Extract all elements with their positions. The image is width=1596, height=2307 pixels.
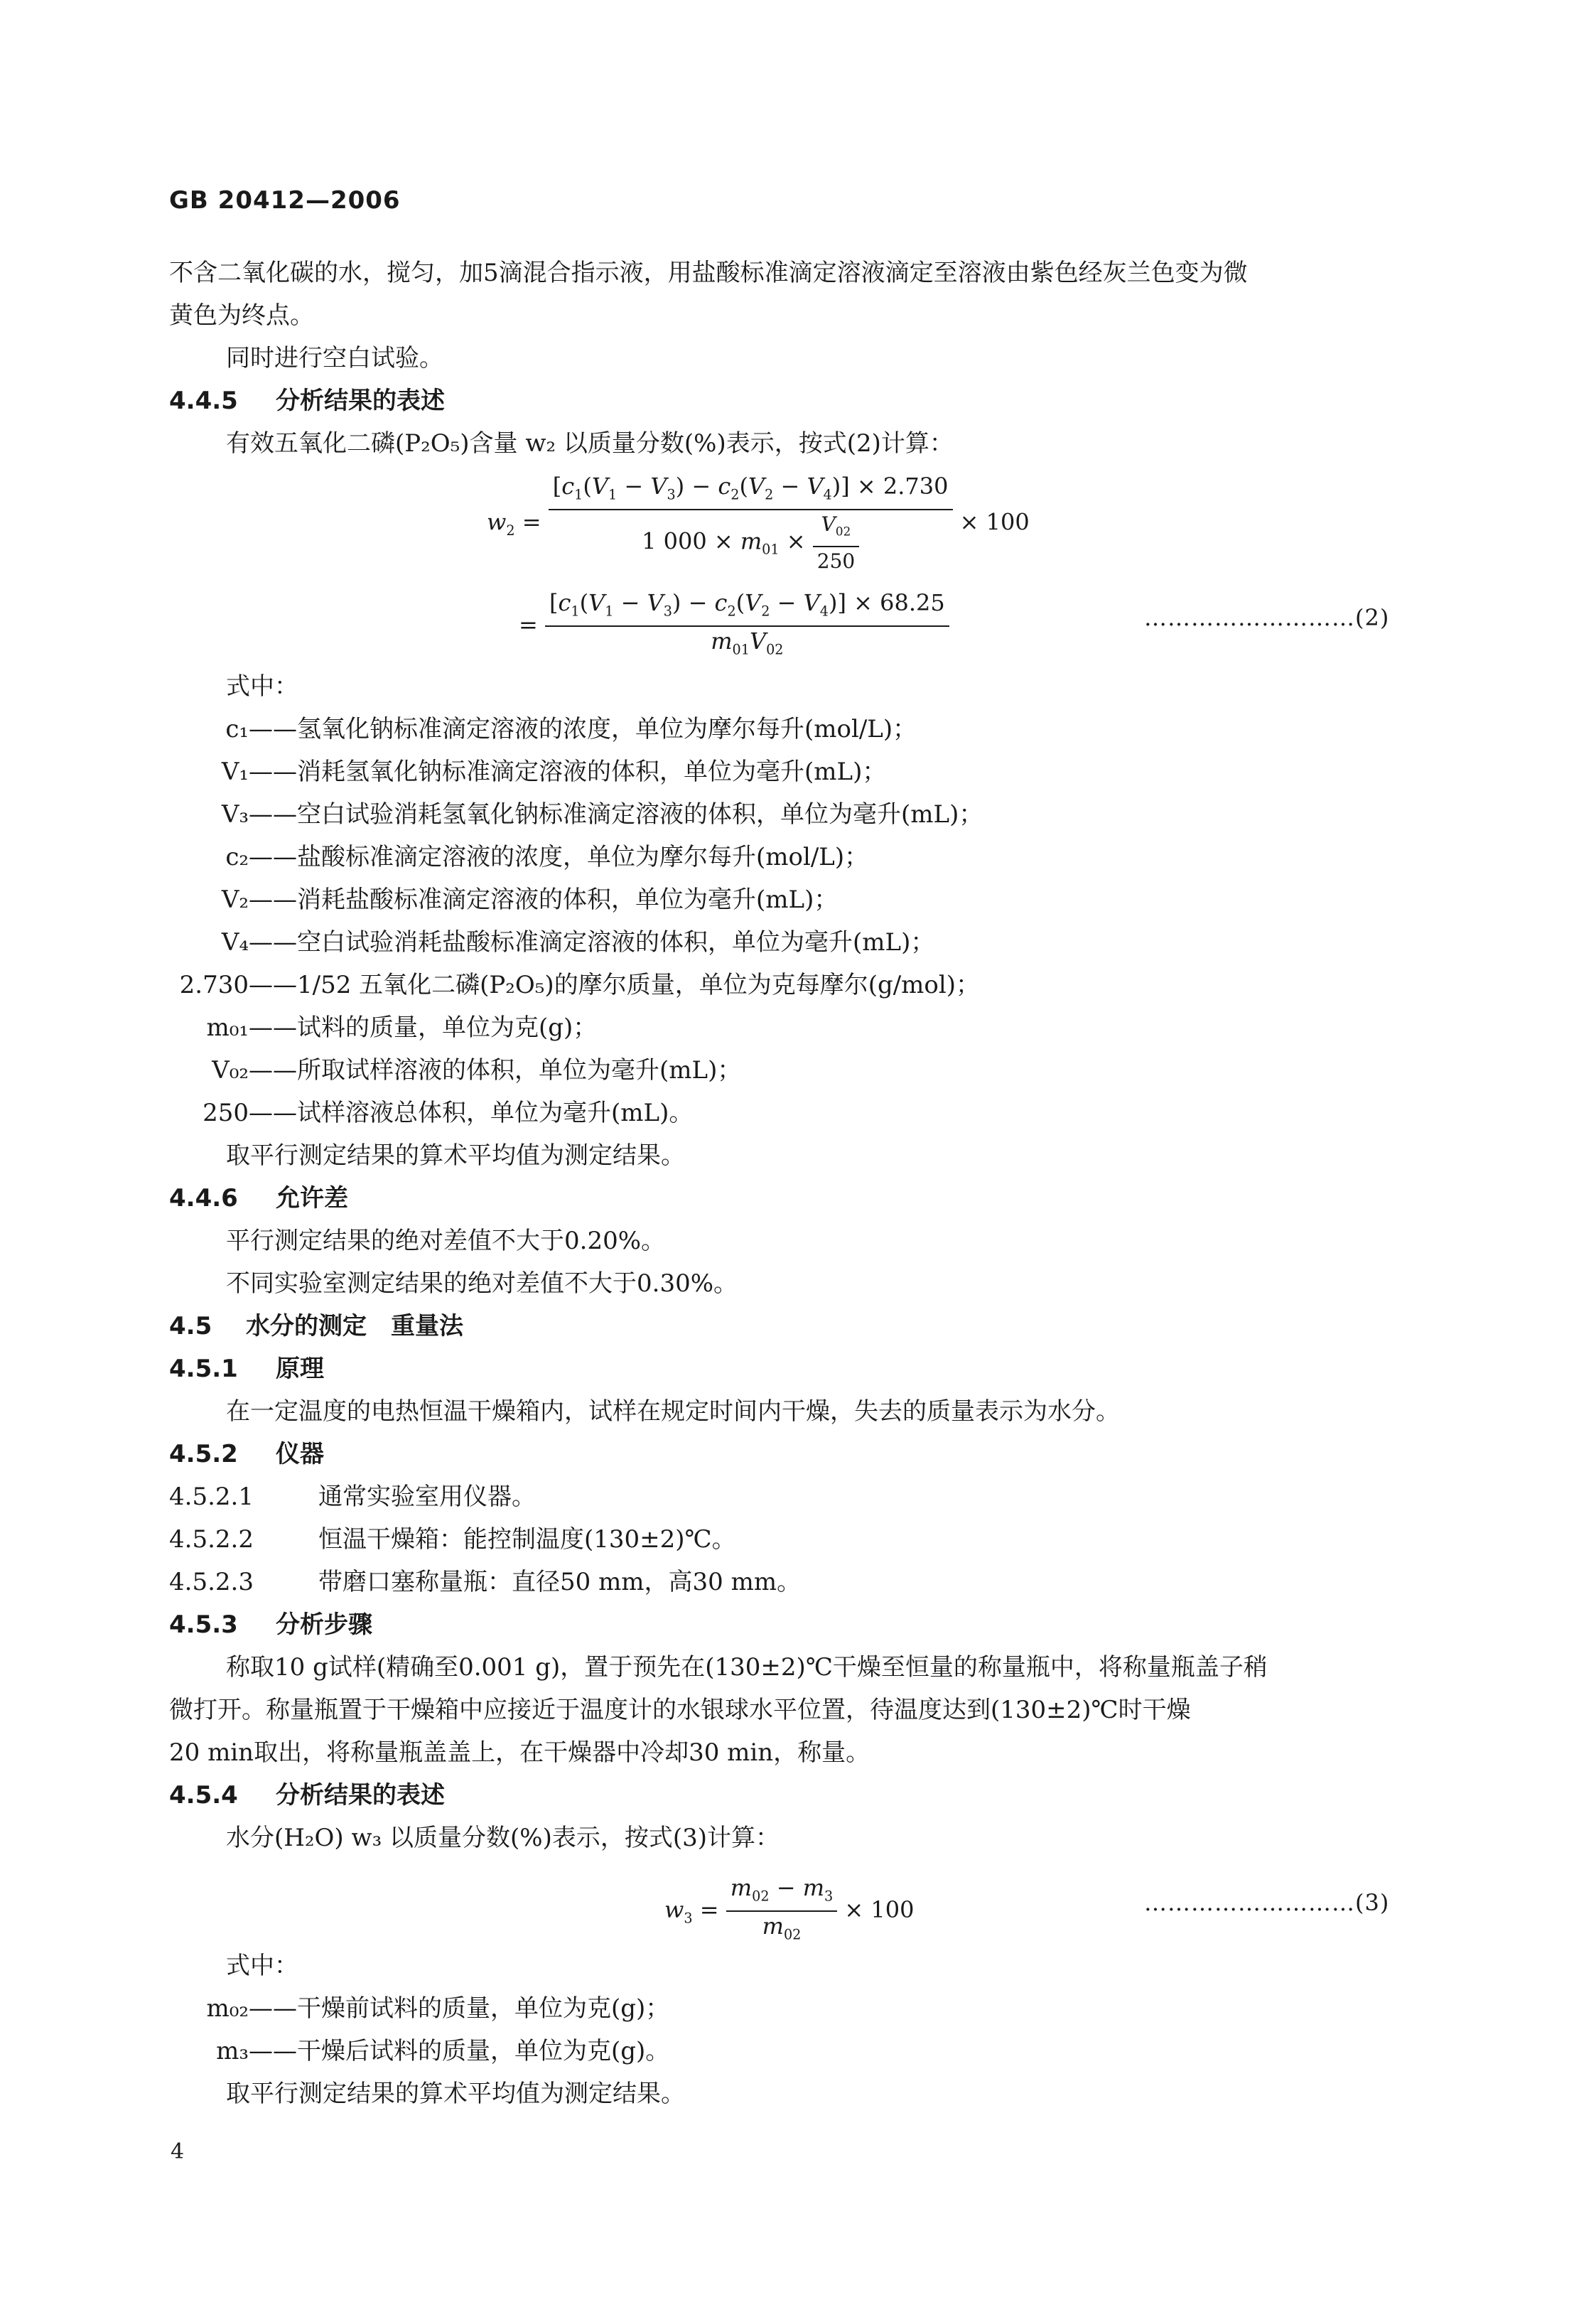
section-number: 4.5.4 — [169, 1781, 238, 1809]
definition-text: ——空白试验消耗盐酸标准滴定溶液的体积，单位为毫升(mL)； — [249, 928, 935, 957]
section-number: 4.4.6 — [169, 1184, 238, 1212]
section-title: 分析步骤 — [276, 1610, 372, 1639]
formula-2-line-2: = $\frac{[c_1(V_1 - V_3) - c_2(V_2 - V_4)] \times 68.25}{m_{01}V_{02}}$ — [519, 588, 949, 665]
clause-number: 4.5.2.2 — [169, 1525, 254, 1554]
definition-row — [169, 1012, 597, 1043]
definition-row — [169, 841, 868, 873]
section-heading-4-4-5 — [169, 385, 445, 416]
definition-text: ——试料的质量，单位为克(g)； — [249, 1013, 598, 1042]
fraction: $[c_1(V_1 - V_3) - c_2(V_2 - V_4)] \times 2.730$ 1 $000 \times m_{01}$ × $\frac{V_{02}}{250}$ — [549, 472, 953, 576]
section-heading-4-5-3 — [169, 1609, 372, 1640]
paragraph-line: 同时进行空白试验。 — [226, 344, 443, 372]
paragraph-line: 有效五氧化二磷(P₂O₅)含量 w₂ 以质量分数(%)表示，按式(2)计算： — [226, 429, 954, 458]
definition-text: ——干燥后试料的质量，单位为克(g)。 — [249, 2037, 670, 2065]
paragraph-line: 20 min取出，将称量瓶盖盖上，在干燥器中冷却30 min，称量。 — [169, 1738, 870, 1767]
paragraph-line: 不同实验室测定结果的绝对差值不大于0.30%。 — [226, 1269, 738, 1298]
paragraph-line: 黄色为终点。 — [169, 301, 314, 330]
clause-text: 恒温干燥箱：能控制温度(130±2)℃。 — [318, 1525, 736, 1554]
definition-text: ——1/52 五氧化二磷(P₂O₅)的摩尔质量，单位为克每摩尔(g/mol)； — [249, 971, 981, 999]
definition-text: ——试样溶液总体积，单位为毫升(mL)。 — [249, 1099, 694, 1127]
formula-2-line-1: $w_2$ = $[c_1(V_1 - V_3) - c_2(V_2 - V_4)] \times 2.730$ 1 $000 \times m_{01}$ × $\frac{V_{02}}{250}$ × 100 — [487, 472, 1030, 576]
fraction: $\frac{m_{02} - m_3}{m_{02}}$ — [726, 1873, 837, 1950]
paragraph-line: 微打开。称量瓶置于干燥箱中应接近于温度计的水银球水平位置，待温度达到(130±2)℃时干燥 — [169, 1696, 1191, 1724]
definition-symbol: m₃ — [216, 2037, 249, 2065]
paragraph-line: 称取10 g试样(精确至0.001 g)，置于预先在(130±2)℃干燥至恒量的称量瓶中，将称量瓶盖子稍 — [226, 1653, 1268, 1682]
paragraph-line: 不含二氧化碳的水，搅匀，加5滴混合指示液，用盐酸标准滴定溶液滴定至溶液由紫色经灰兰色变为微 — [169, 259, 1248, 287]
definition-text: ——干燥前试料的质量，单位为克(g)； — [249, 1994, 670, 2023]
definition-text: ——盐酸标准滴定溶液的浓度，单位为摩尔每升(mol/L)； — [249, 843, 869, 871]
definition-symbol: 2.730 — [179, 971, 249, 999]
clause-text: 通常实验室用仪器。 — [318, 1483, 536, 1511]
clause-number: 4.5.2.1 — [169, 1483, 254, 1511]
formula-3: $w_3$ = $\frac{m_{02} - m_3}{m_{02}}$ × 100 — [664, 1873, 914, 1950]
section-title: 仪器 — [276, 1440, 324, 1468]
definition-row — [169, 1055, 741, 1086]
definition-row — [169, 2036, 669, 2067]
definition-row — [169, 1097, 693, 1129]
definition-text: ——氢氧化钠标准滴定溶液的浓度，单位为摩尔每升(mol/L)； — [249, 715, 917, 743]
section-title: 允许差 — [276, 1184, 348, 1212]
definition-symbol: m₀₁ — [206, 1013, 249, 1042]
definition-row — [169, 799, 983, 830]
equation-number-2: ………………………(2) — [1144, 604, 1390, 631]
where-label: 式中： — [226, 672, 298, 701]
section-title: 分析结果的表述 — [276, 387, 445, 415]
definition-symbol: V₁ — [221, 758, 249, 786]
definition-text: ——消耗氢氧化钠标准滴定溶液的体积，单位为毫升(mL)； — [249, 758, 887, 786]
definition-symbol: V₄ — [221, 928, 249, 957]
definition-symbol: V₂ — [221, 886, 249, 914]
definition-text: ——空白试验消耗氢氧化钠标准滴定溶液的体积，单位为毫升(mL)； — [249, 800, 983, 829]
where-label: 式中： — [226, 1952, 298, 1980]
page-number: 4 — [171, 2139, 185, 2164]
clause-text: 带磨口塞称量瓶：直径50 mm，高30 mm。 — [318, 1568, 802, 1596]
section-number: 4.5 — [169, 1312, 212, 1340]
definition-symbol: V₃ — [221, 800, 249, 829]
paragraph-line: 平行测定结果的绝对差值不大于0.20%。 — [226, 1227, 666, 1255]
section-number: 4.5.2 — [169, 1440, 238, 1468]
definition-text: ——消耗盐酸标准滴定溶液的体积，单位为毫升(mL)； — [249, 886, 839, 914]
clause-number: 4.5.2.3 — [169, 1568, 254, 1596]
definition-symbol: 250 — [203, 1099, 249, 1127]
definition-symbol: m₀₂ — [206, 1994, 249, 2023]
section-heading-4-5-2 — [169, 1438, 324, 1470]
definition-symbol: V₀₂ — [212, 1056, 249, 1085]
section-title: 分析结果的表述 — [276, 1781, 445, 1809]
definition-row — [169, 884, 838, 915]
fraction: $\frac{[c_1(V_1 - V_3) - c_2(V_2 - V_4)] \times 68.25}{m_{01}V_{02}}$ — [545, 588, 949, 665]
paragraph-line: 在一定温度的电热恒温干燥箱内，试样在规定时间内干燥，失去的质量表示为水分。 — [226, 1397, 1120, 1426]
definition-row — [169, 969, 980, 1001]
paragraph-line: 水分(H₂O) w₃ 以质量分数(%)表示，按式(3)计算： — [226, 1824, 780, 1852]
definition-row — [169, 714, 917, 745]
paragraph-line: 取平行测定结果的算术平均值为测定结果。 — [226, 2080, 685, 2108]
section-heading-4-5-4 — [169, 1780, 445, 1811]
definition-text: ——所取试样溶液的体积，单位为毫升(mL)； — [249, 1056, 742, 1085]
section-number: 4.5.1 — [169, 1355, 238, 1383]
section-heading-4-4-6 — [169, 1183, 348, 1214]
section-title: 水分的测定 重量法 — [246, 1312, 463, 1340]
definition-row — [169, 756, 886, 787]
section-heading-4-5 — [169, 1311, 463, 1342]
paragraph-line: 取平行测定结果的算术平均值为测定结果。 — [226, 1141, 685, 1170]
clause-4-5-2-3 — [169, 1566, 801, 1598]
section-number: 4.5.3 — [169, 1610, 238, 1639]
section-number: 4.4.5 — [169, 387, 238, 415]
clause-4-5-2-2 — [169, 1524, 736, 1555]
definition-row — [169, 927, 934, 958]
standard-header: GB 20412—2006 — [169, 186, 401, 215]
definition-symbol: c₁ — [225, 715, 249, 743]
section-title: 原理 — [276, 1355, 324, 1383]
section-heading-4-5-1 — [169, 1353, 324, 1384]
equation-number-3: ………………………(3) — [1144, 1889, 1390, 1916]
definition-row — [169, 1993, 669, 2024]
definition-symbol: c₂ — [225, 843, 249, 871]
clause-4-5-2-1 — [169, 1481, 536, 1512]
